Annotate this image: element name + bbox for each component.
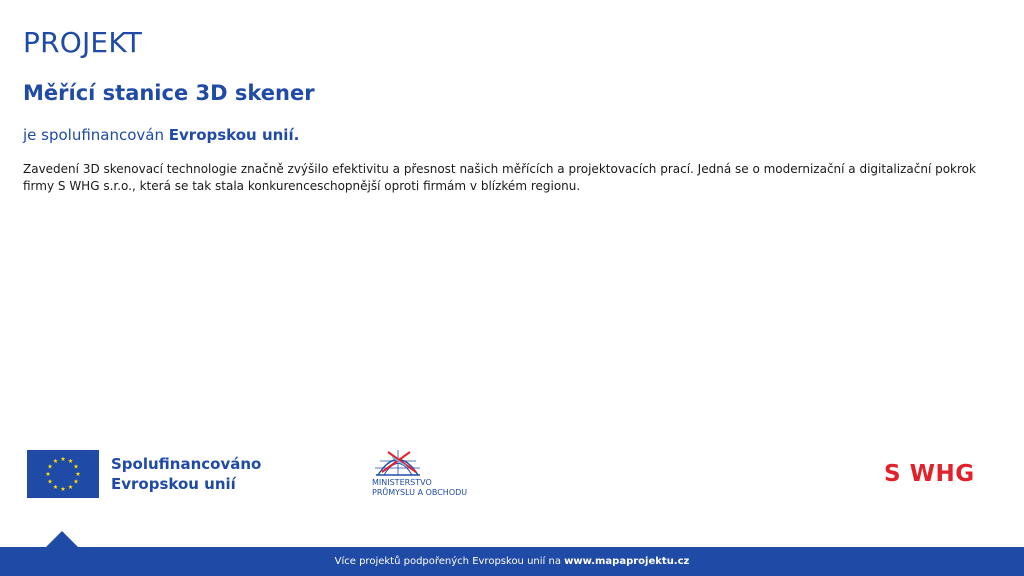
page-title: PROJEKT bbox=[23, 26, 143, 59]
eu-flag-icon bbox=[27, 450, 99, 498]
footer-bar bbox=[0, 547, 1024, 576]
cofinanced-prefix: je spolufinancován bbox=[23, 126, 169, 144]
mpo-logo-text bbox=[372, 478, 467, 498]
footer-text: Více projektů podpořených Evropskou unií na bbox=[334, 556, 565, 567]
footer-link[interactable]: www.mapaprojektu.cz bbox=[564, 556, 690, 567]
eu-logo-line1: Spolufinancováno bbox=[111, 455, 262, 473]
cofinanced-emphasis: Evropskou unií. bbox=[168, 126, 300, 144]
eu-logo-line2: Evropskou unií bbox=[111, 475, 236, 493]
company-logo: S WHG bbox=[884, 461, 975, 487]
project-name: Měřící stanice 3D skener bbox=[23, 81, 315, 105]
mpo-logo-line2: PRŮMYSLU A OBCHODU bbox=[372, 488, 468, 497]
cofinanced-statement bbox=[23, 125, 299, 145]
eu-logo-text bbox=[111, 454, 261, 494]
eu-cofinanced-logo bbox=[27, 449, 267, 499]
ministry-logo bbox=[370, 448, 490, 503]
mpo-logo-line1: MINISTERSTVO bbox=[372, 478, 432, 487]
mpo-globe-icon bbox=[372, 448, 424, 478]
footer-triangle-decoration bbox=[46, 531, 78, 547]
project-description: Zavedení 3D skenovací technologie značně zvýšilo efektivitu a přesnost našich měřících a projektovacích prací. Jedná se o modernizační a digitalizační pokrok firmy S WHG s.r.o., která se tak stala konkurenceschopnější oproti firmám v blízkém regionu. bbox=[23, 162, 976, 193]
